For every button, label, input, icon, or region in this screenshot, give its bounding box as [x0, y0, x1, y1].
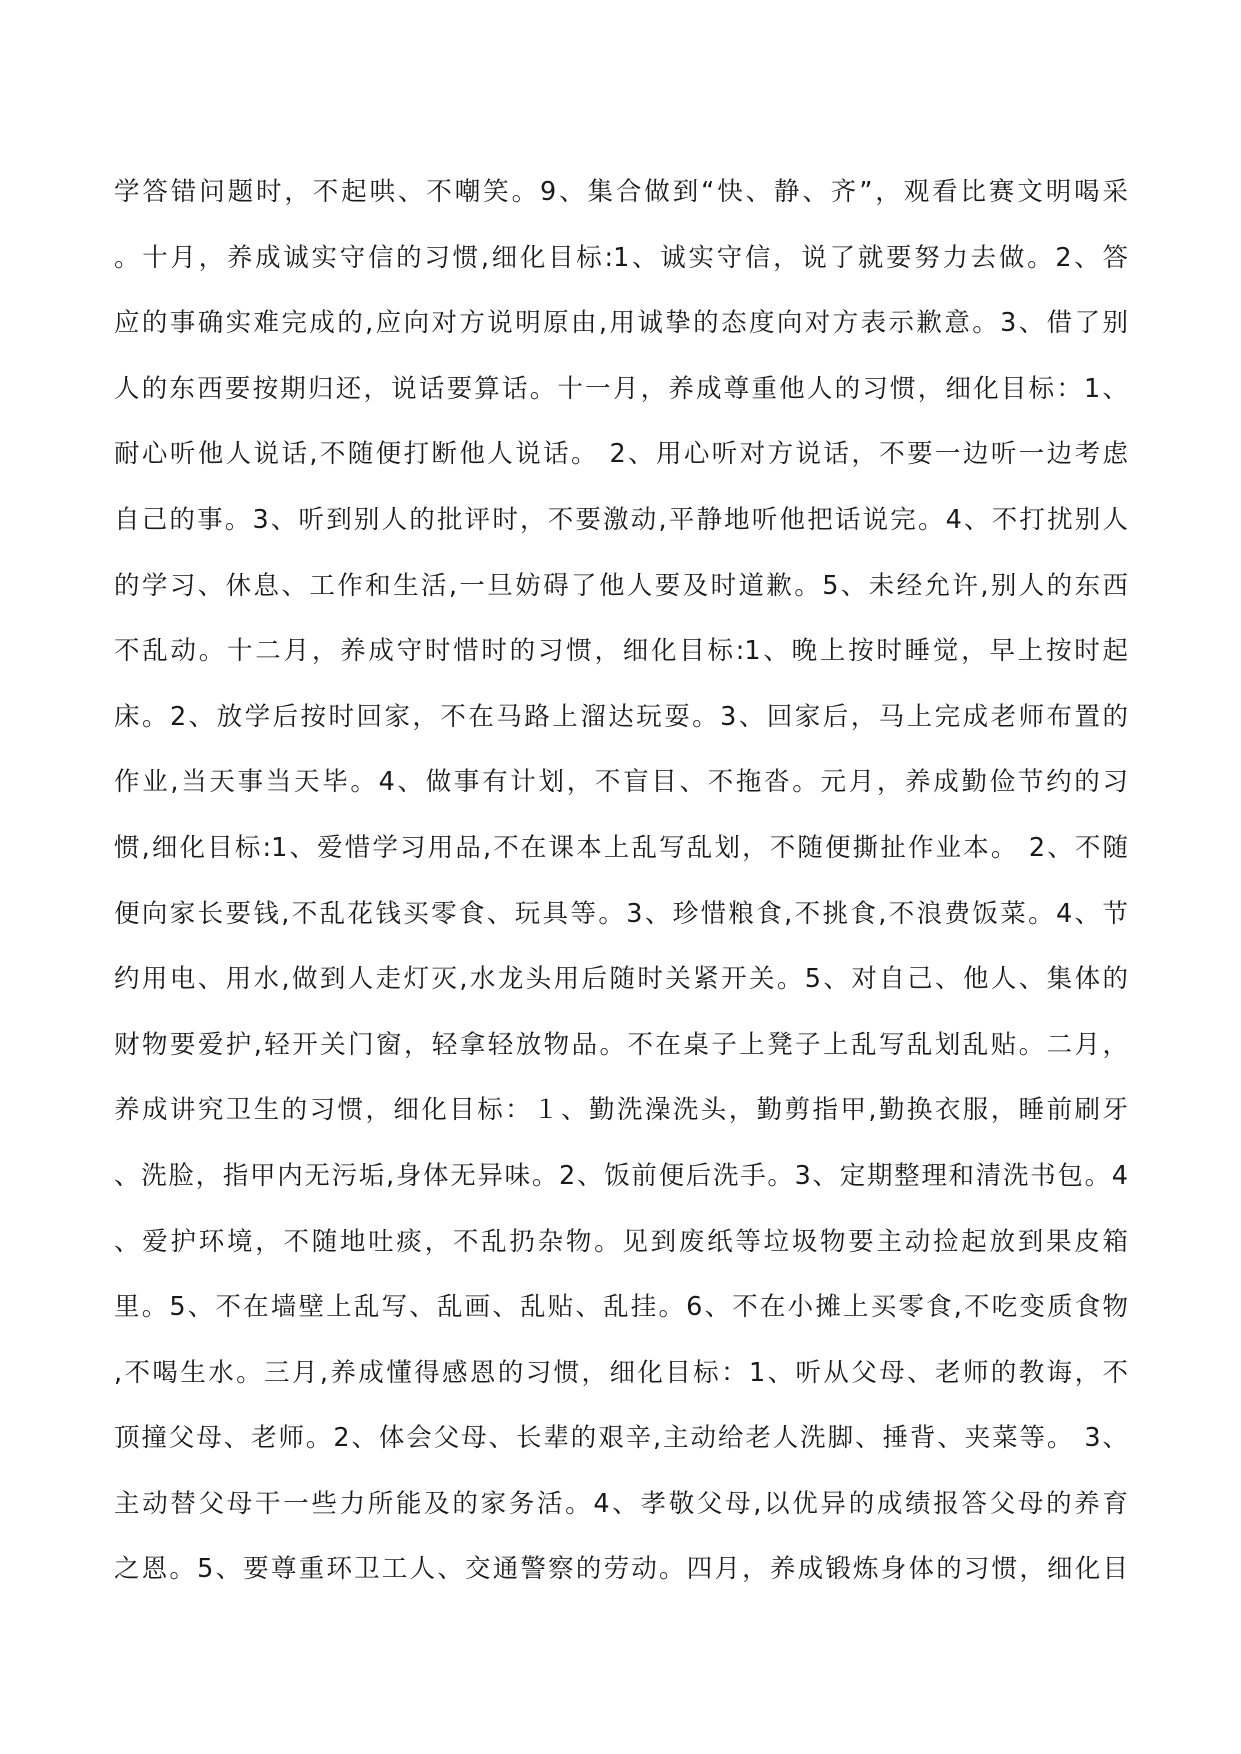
text-line: 应的事确实难完成的,应向对方说明原由,用诚挚的态度向对方表示歉意。3、借了别 [114, 308, 1128, 339]
text-line: 、洗脸，指甲内无污垢,身体无异味。2、饭前便后洗手。3、定期整理和清洗书包。4 [114, 1160, 1128, 1191]
text-line: 顶撞父母、老师。2、体会父母、长辈的艰辛,主动给老人洗脚、捶背、夹菜等。 3、 [114, 1423, 1128, 1454]
text-line: 财物要爱护,轻开关门窗，轻拿轻放物品。不在桌子上凳子上乱写乱划乱贴。二月， [114, 1029, 1128, 1060]
text-line: 养成讲究卫生的习惯，细化目标：１、勤洗澡洗头，勤剪指甲,勤换衣服，睡前刷牙 [114, 1095, 1128, 1126]
text-line: 主动替父母干一些力所能及的家务活。4、孝敬父母,以优异的成绩报答父母的养育 [114, 1488, 1128, 1519]
text-line: 学答错问题时，不起哄、不嘲笑。9、集合做到“快、静、齐”，观看比赛文明喝采 [114, 177, 1128, 207]
text-line: 作业,当天事当天毕。4、做事有计划，不盲目、不拖沓。元月，养成勤俭节约的习 [114, 767, 1128, 798]
body-text [114, 160, 1128, 1603]
text-line: 不乱动。十二月，养成守时惜时的习惯，细化目标:1、晚上按时睡觉，早上按时起 [114, 636, 1128, 667]
text-line: 人的东西要按期归还，说话要算话。十一月，养成尊重他人的习惯，细化目标：1、 [114, 373, 1128, 404]
text-line: 、爱护环境，不随地吐痰，不乱扔杂物。见到废纸等垃圾物要主动捡起放到果皮箱 [114, 1226, 1128, 1257]
text-line: ,不喝生水。三月,养成懂得感恩的习惯，细化目标：1、听从父母、老师的教诲，不 [114, 1357, 1128, 1388]
text-line: 的学习、休息、工作和生活,一旦妨碍了他人要及时道歉。5、未经允许,别人的东西 [114, 570, 1128, 601]
text-line: 。十月，养成诚实守信的习惯,细化目标:1、诚实守信，说了就要努力去做。2、答 [114, 242, 1128, 273]
text-line: 约用电、用水,做到人走灯灭,水龙头用后随时关紧开关。5、对自己、他人、集体的 [114, 964, 1128, 995]
text-line: 里。5、不在墙壁上乱写、乱画、乱贴、乱挂。6、不在小摊上买零食,不吃变质食物 [114, 1292, 1128, 1323]
text-line: 耐心听他人说话,不随便打断他人说话。 2、用心听对方说话，不要一边听一边考虑 [114, 439, 1128, 470]
text-line: 床。2、放学后按时回家，不在马路上溜达玩耍。3、回家后，马上完成老师布置的 [114, 701, 1128, 732]
text-line: 惯,细化目标:1、爱惜学习用品,不在课本上乱写乱划，不随便撕扯作业本。 2、不随 [114, 832, 1128, 863]
text-line: 之恩。5、要尊重环卫工人、交通警察的劳动。四月，养成锻炼身体的习惯，细化目 [114, 1554, 1128, 1585]
text-line: 便向家长要钱,不乱花钱买零食、玩具等。3、珍惜粮食,不挑食,不浪费饭菜。4、节 [114, 898, 1128, 929]
text-line: 自己的事。3、听到别人的批评时，不要激动,平静地听他把话说完。4、不打扰别人 [114, 504, 1128, 535]
